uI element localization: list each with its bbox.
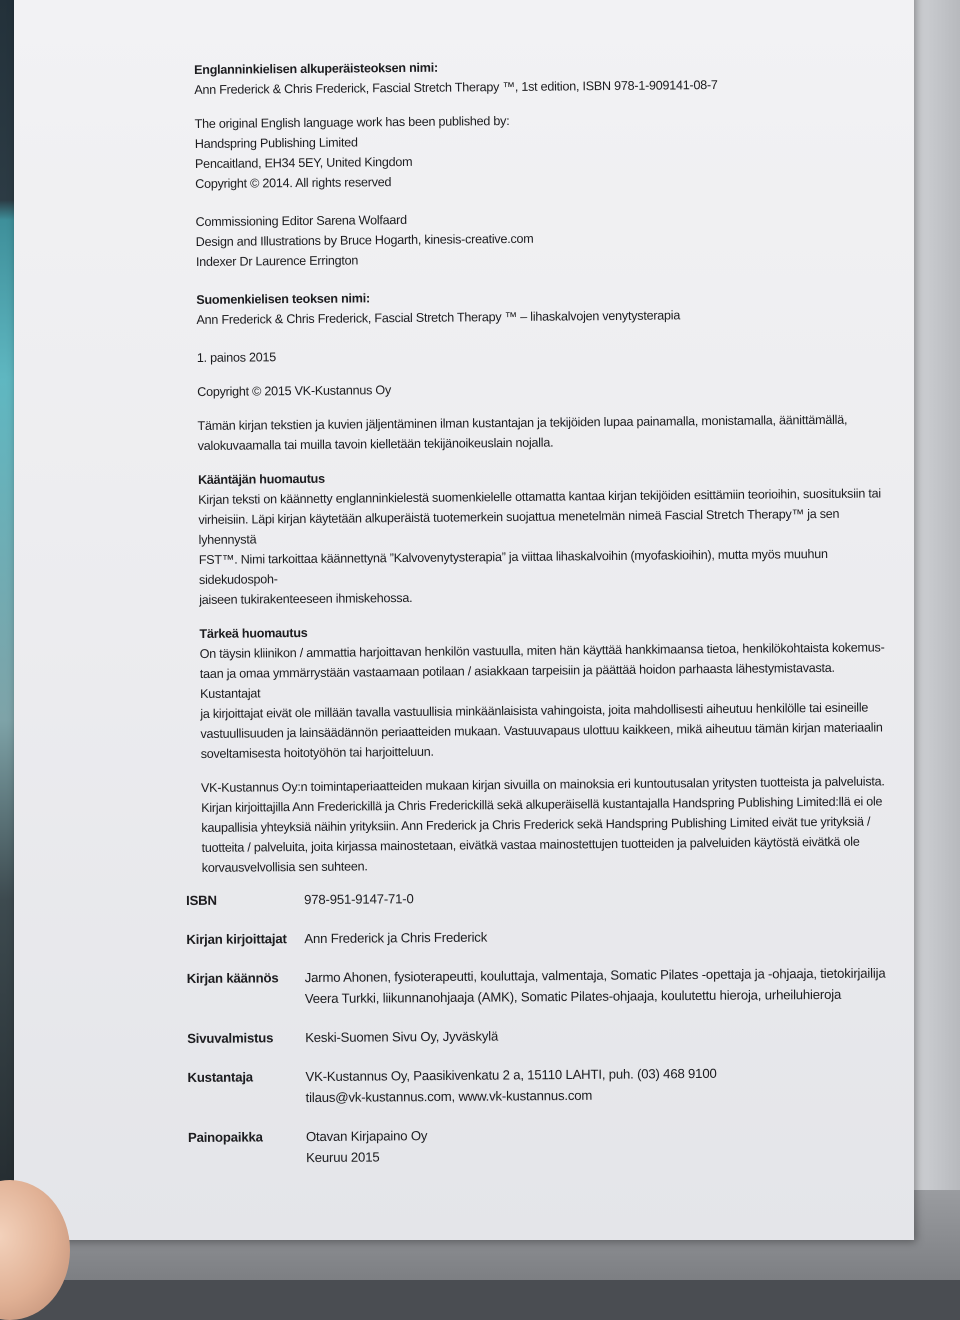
book-page — [14, 0, 914, 1240]
translator-note-line: virheisiin. Läpi kirjan käytetään alkuperäistä tuotemerkein suojattua menetelmän nimeä Fascial Stretch Therapy™ ja sen lyhennystä — [198, 506, 840, 547]
original-publisher-section — [195, 107, 886, 194]
translator-note-line: Kirjan teksti on käännetty englanninkielestä suomenkielelle ottamatta kantaa kirjan tekijöiden esittämiin teorioihin, suosituksiin tai — [198, 486, 881, 507]
ads-notice-line: kaupallisia yhteyksiä näihin yrityksiin. Ann Frederick ja Chris Frederick sekä Handspring Publishing Limited eivät tue yrityksiä / — [201, 814, 871, 835]
original-title-text: Ann Frederick & Chris Frederick, Fascial Stretch Therapy ™, 1st edition, ISBN 978-1-909141-08-7 — [194, 77, 718, 97]
rights-notice-line: valokuvaamalla tai muilla tavoin kielletään tekijänoikeuslain nojalla. — [197, 435, 554, 453]
original-publisher-line: Handspring Publishing Limited — [194, 135, 358, 151]
important-note-line: soveltamisesta hoitotyöhön tai harjoitteluun. — [200, 744, 434, 761]
colophon-row — [187, 962, 887, 1009]
credit-line: Commissioning Editor Sarena Wolfaard — [195, 212, 407, 229]
colophon-value: Keuruu 2015 — [306, 1149, 380, 1166]
finnish-title-text: Ann Frederick & Chris Frederick, Fascial Stretch Therapy ™ – lihaskalvojen venytysterapia — [196, 308, 681, 327]
original-publisher-line: The original English language work has been published by: — [194, 113, 510, 131]
important-note-line: On täysin kliinikon / ammattia harjoittavan henkilön vastuulla, miten hän käyttää hankkimaansa tietoa, henkilökohtaista kokemus- — [199, 640, 885, 661]
colophon-value: Ann Frederick ja Chris Frederick — [304, 929, 488, 947]
colophon-table — [186, 885, 888, 1187]
colophon-row — [188, 1121, 888, 1168]
ads-notice-line: Kirjan kirjoittajilla Ann Frederickillä ja Chris Frederickillä sekä alkuperäisellä kustantajalla Handspring Publishing Limited:llä ei ole — [201, 794, 883, 815]
colophon-label: Sivuvalmistus — [187, 1030, 274, 1046]
colophon-label: Kirjan kirjoittajat — [186, 931, 287, 947]
credit-line: Indexer Dr Laurence Errington — [195, 253, 359, 269]
original-title-section — [194, 53, 884, 100]
important-note-section — [199, 617, 890, 764]
colophon-label: Kustantaja — [187, 1069, 253, 1085]
credits-section — [195, 205, 886, 272]
colophon-value: Veera Turkki, liikunnanohjaaja (AMK), Somatic Pilates-ohjaaja, koulutettu hieroja, urheiluhieroja — [304, 986, 842, 1007]
colophon-value: Keski-Suomen Sivu Oy, Jyväskylä — [305, 1028, 499, 1046]
colophon-row — [186, 885, 886, 911]
page-content — [194, 53, 892, 878]
ads-notice-line: tuotteita / palveluita, joita kirjassa mainostetaan, eivätkä vastaa mainostettujen tuotteiden ja palveluiden käytöstä eivätkä ole — [201, 834, 860, 855]
translator-note-line: FST™. Nimi tarkoittaa käännettynä ”Kalvovenytysterapia” ja viittaa lihaskalvoihin (myofaskioihin), mutta myös muuhun sidekudospoh- — [198, 546, 828, 587]
important-note-line: ja kirjoittajat eivät ole millään tavalla vastuullisia minkäänlaisista vahingoista, joita mahdollisesti aiheutuu henkilölle tai esineille — [200, 700, 869, 721]
original-title-heading: Englanninkielisen alkuperäisteoksen nimi: — [194, 60, 438, 77]
translator-note-section — [198, 463, 889, 610]
colophon-value: VK-Kustannus Oy, Paasikivenkatu 2 a, 15110 LAHTI, puh. (03) 468 9100 — [305, 1065, 717, 1085]
colophon-value: tilaus@vk-kustannus.com, www.vk-kustannus.com — [305, 1087, 593, 1106]
rights-notice-line: Tämän kirjan tekstien ja kuvien jäljentäminen ilman kustantajan ja tekijöiden lupaa painamalla, monistamalla, äänittämällä, — [197, 412, 848, 433]
finnish-title-heading: Suomenkielisen teoksen nimi: — [196, 291, 370, 307]
finnish-title-section — [196, 283, 886, 330]
translator-note-heading: Kääntäjän huomautus — [197, 471, 325, 487]
colophon-label: ISBN — [186, 892, 217, 908]
important-note-heading: Tärkeä huomautus — [199, 625, 308, 641]
colophon-row — [187, 1061, 887, 1108]
important-note-line: taan ja omaa ymmärrystään vastaamaan potilaan / asiakkaan tarpeisiin ja päättää hoidon parhaasta lähestymistavasta. Kustantajat — [199, 660, 835, 701]
colophon-label: Kirjan käännös — [186, 970, 279, 986]
colophon-value: Jarmo Ahonen, fysioterapeutti, kouluttaja, valmentaja, Somatic Pilates -opettaja ja -ohjaaja, tietokirjailija — [304, 965, 886, 986]
copyright-line: Copyright © 2015 VK-Kustannus Oy — [197, 383, 392, 399]
colophon-value: Otavan Kirjapaino Oy — [305, 1128, 428, 1145]
colophon-row — [187, 1022, 887, 1048]
rights-notice — [197, 409, 887, 456]
colophon-row — [186, 924, 886, 950]
edition-line: 1. painos 2015 — [196, 350, 277, 365]
colophon-value: 978-951-9147-71-0 — [304, 891, 414, 908]
ads-notice-line: korvausvelvollisia sen suhteen. — [201, 859, 368, 875]
important-note-line: vastuullisuuden ja lainsäädännön periaatteiden mukaan. Vastuuvapaus ulottuu kaikkeen, mikä aiheutuu tämän kirjan materiaalin — [200, 720, 883, 741]
original-publisher-line: Pencaitland, EH34 5EY, United Kingdom — [194, 154, 413, 171]
colophon-label: Painopaikka — [187, 1129, 263, 1145]
ads-notice-line: VK-Kustannus Oy:n toimintaperiaatteiden mukaan kirjan sivuilla on mainoksia eri kuntoutusalan yritysten tuotteista ja palveluista. — [200, 774, 885, 795]
credit-line: Design and Illustrations by Bruce Hogarth, kinesis-creative.com — [195, 231, 534, 249]
original-publisher-line: Copyright © 2014. All rights reserved — [195, 175, 392, 191]
ads-notice-section — [201, 771, 892, 878]
translator-note-line: jaiseen tukirakenteeseen ihmiskehossa. — [199, 590, 413, 607]
